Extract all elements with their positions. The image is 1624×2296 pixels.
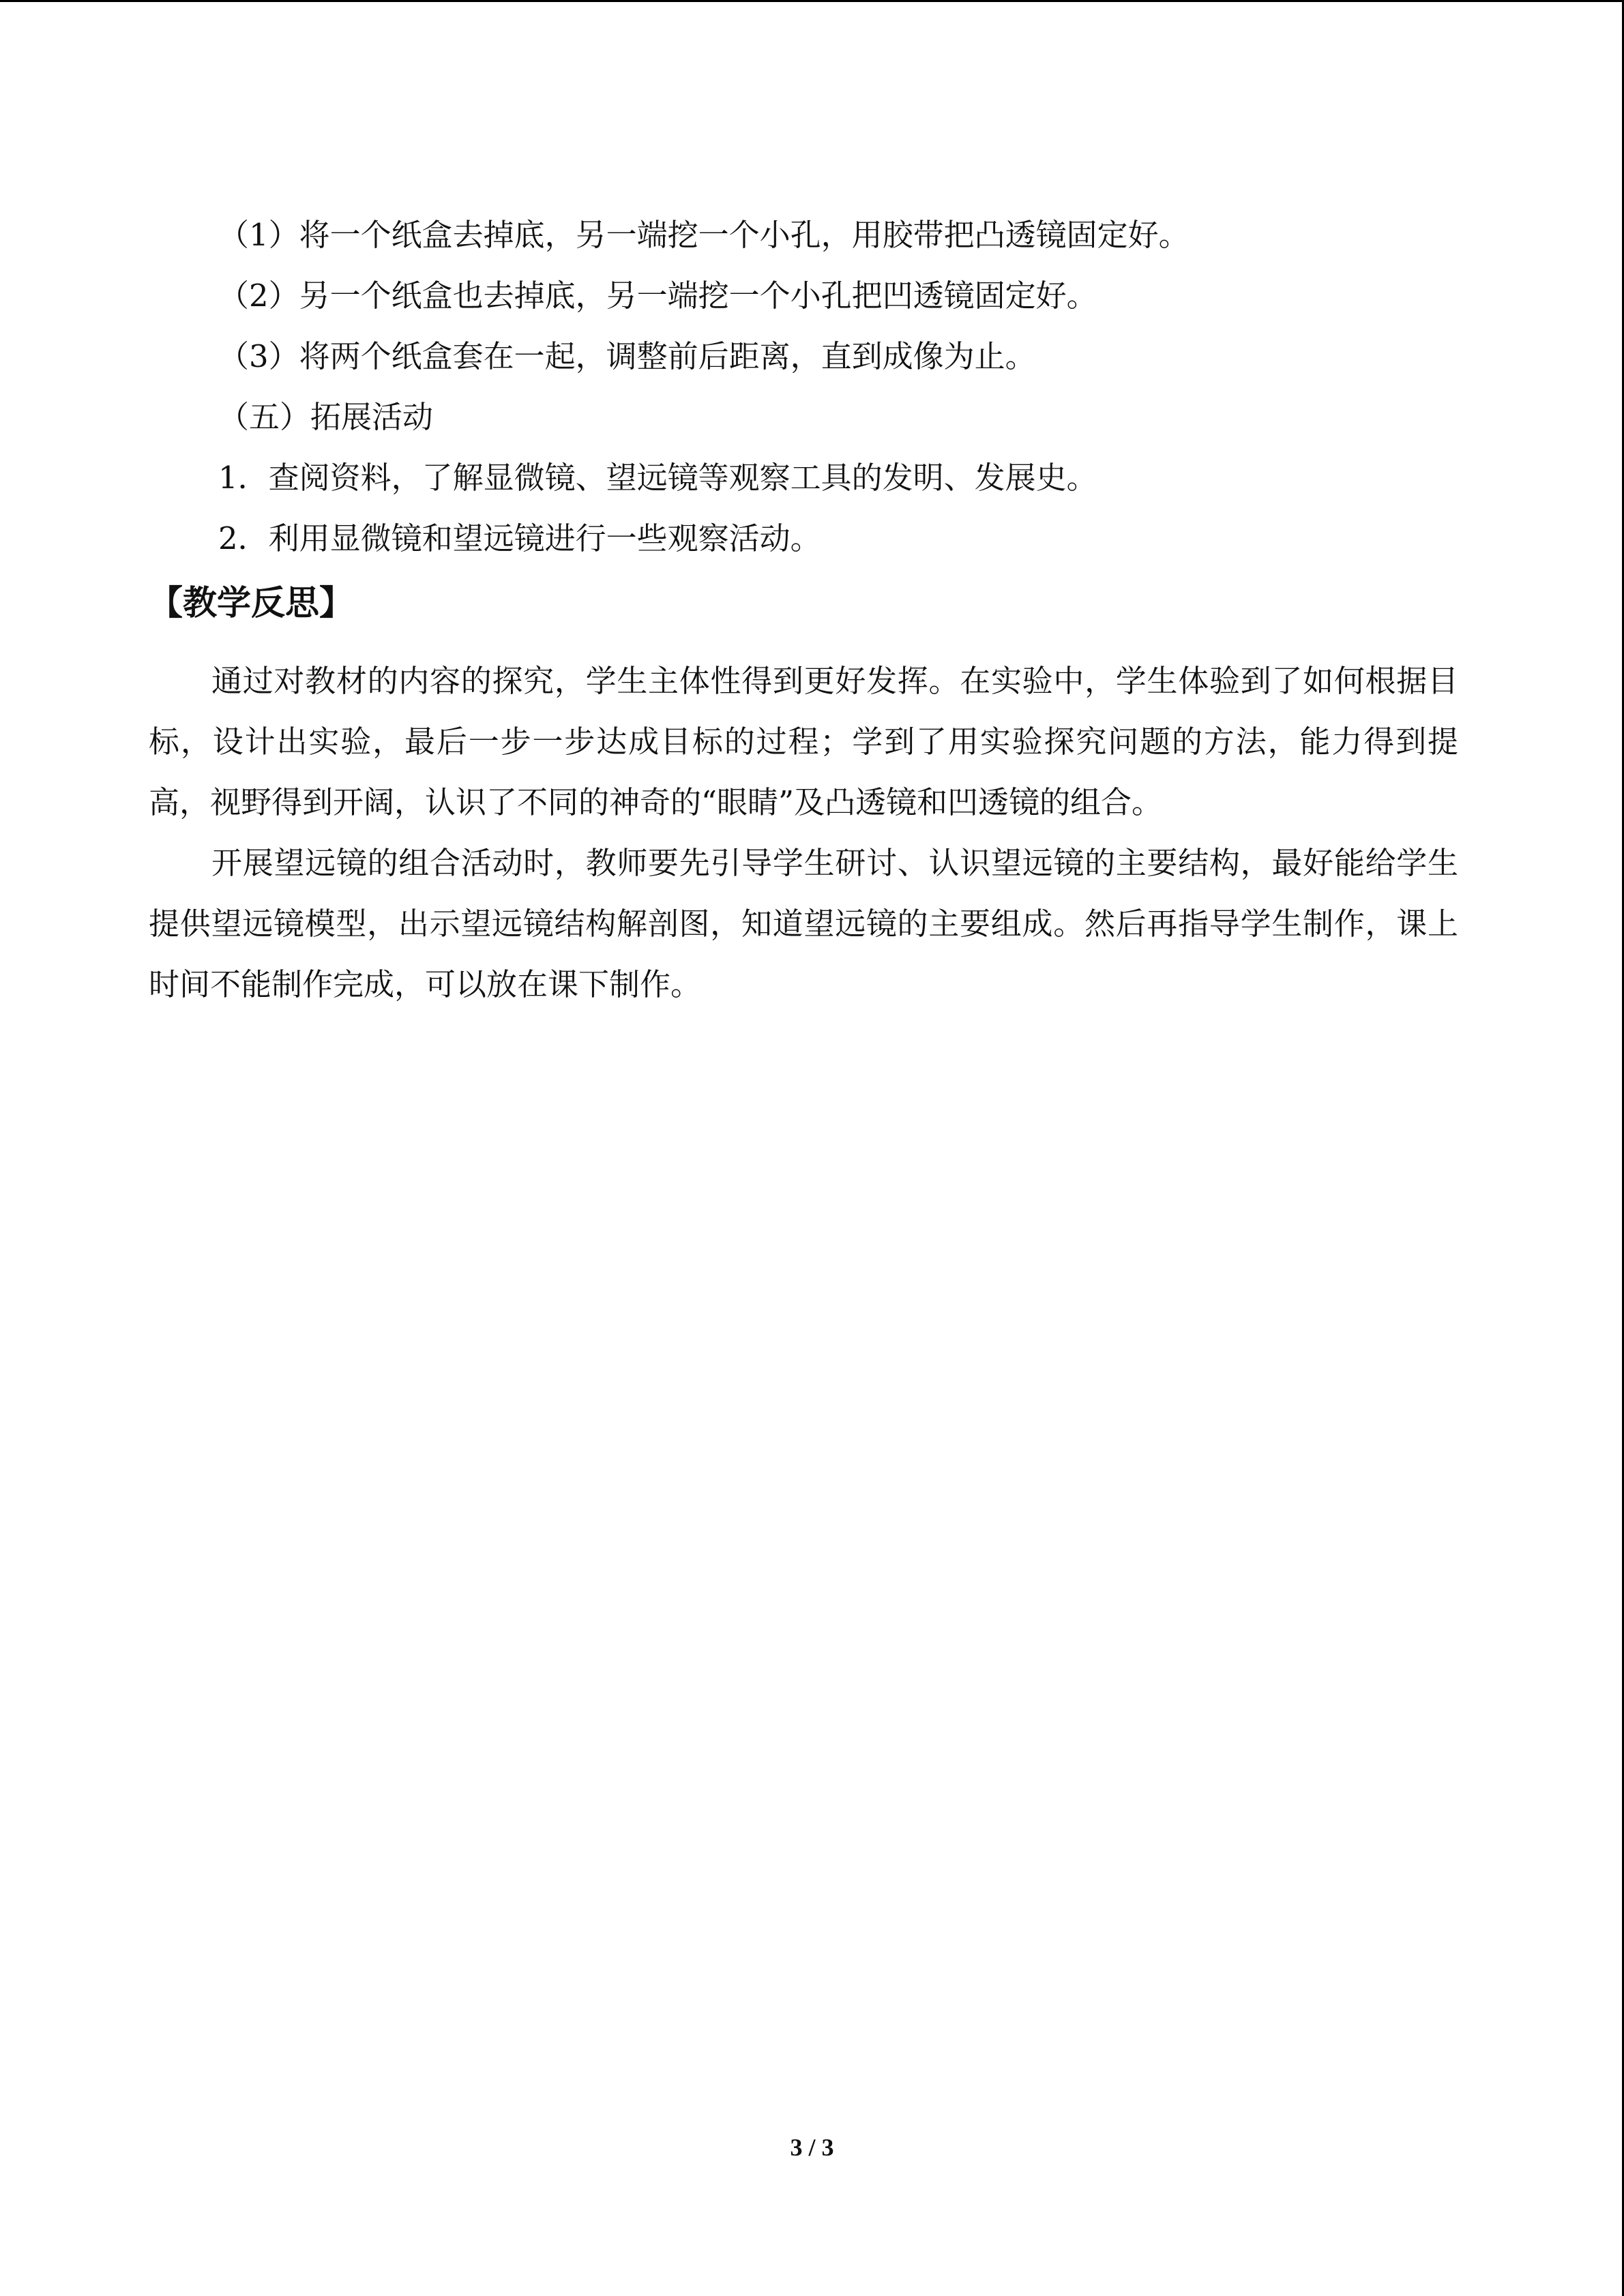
step-item: 2．利用显微镜和望远镜进行一些观察活动。 — [218, 520, 821, 556]
page-number: 3 / 3 — [790, 2134, 834, 2161]
reflection-heading: 【教学反思】 — [149, 583, 353, 623]
step-item: 1．查阅资料，了解显微镜、望远镜等观察工具的发明、发展史。 — [218, 460, 1097, 496]
reflection-paragraph: 通过对教材的内容的探究，学生主体性得到更好发挥。在实验中，学生体验到了如何根据目标，设计出实验，最后一步一步达成目标的过程；学到了用实验探究问题的方法，能力得到提高，视野得到开阔，认识了不同的神奇的“眼睛”及凸透镜和凹透镜的组合。 — [149, 663, 1458, 820]
page-border-top — [0, 0, 1624, 2]
step-item: （3）将两个纸盒套在一起，调整前后距离，直到成像为止。 — [218, 338, 1036, 374]
reflection-paragraph: 开展望远镜的组合活动时，教师要先引导学生研讨、认识望远镜的主要结构，最好能给学生提供望远镜模型，出示望远镜结构解剖图，知道望远镜的主要组成。然后再指导学生制作，课上时间不能制作完成，可以放在课下制作。 — [149, 845, 1458, 1002]
step-item: （2）另一个纸盒也去掉底，另一端挖一个小孔把凹透镜固定好。 — [218, 278, 1097, 314]
subsection-heading: （五）拓展活动 — [218, 399, 434, 435]
step-item: （1）将一个纸盒去掉底，另一端挖一个小孔，用胶带把凸透镜固定好。 — [218, 217, 1190, 253]
document-body — [149, 205, 1458, 1015]
